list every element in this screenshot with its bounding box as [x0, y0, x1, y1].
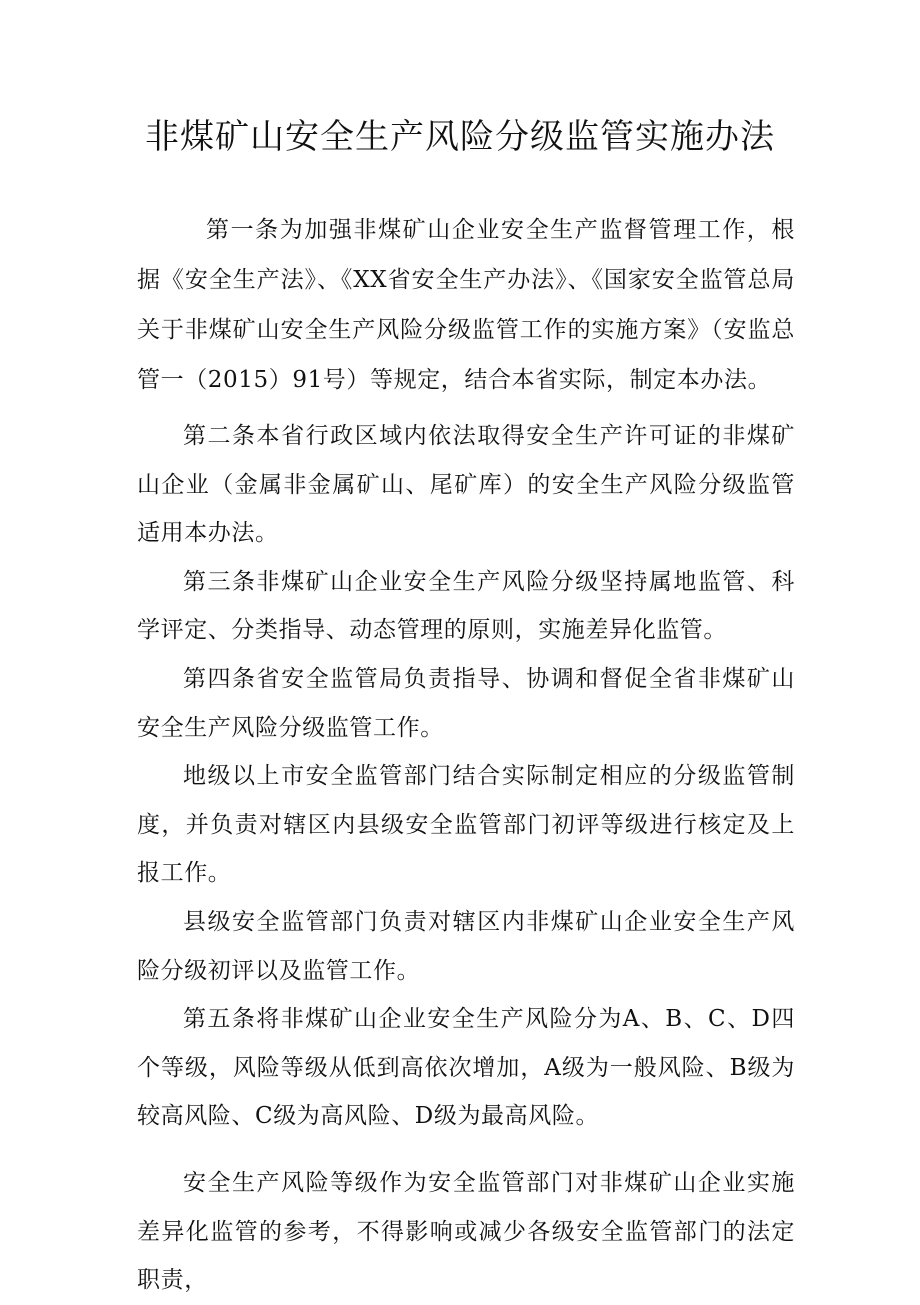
risk-level-usage-paragraph: 安全生产风险等级作为安全监管部门对非煤矿山企业实施差异化监管的参考，不得影响或减少各级安全监管部门的法定职责， [137, 1169, 795, 1294]
article-5-paragraph: 第五条将非煤矿山企业安全生产风险分为A、B、C、D四个等级，风险等级从低到高依次增加，A级为一般风险、B级为较高风险、C级为高风险、D级为最高风险。 [137, 1006, 795, 1130]
article-3-paragraph: 第三条非煤矿山企业安全生产风险分级坚持属地监管、科学评定、分类指导、动态管理的原则，实施差异化监管。 [137, 568, 795, 644]
article-4-paragraph: 第四条省安全监管局负责指导、协调和督促全省非煤矿山安全生产风险分级监管工作。 [137, 665, 795, 741]
article-2-paragraph: 第二条本省行政区域内依法取得安全生产许可证的非煤矿山企业（金属非金属矿山、尾矿库）的安全生产风险分级监管适用本办法。 [137, 423, 795, 547]
county-level-duty-paragraph: 县级安全监管部门负责对辖区内非煤矿山企业安全生产风险分级初评以及监管工作。 [137, 908, 795, 984]
article-1-paragraph: 第一条为加强非煤矿山企业安全生产监督管理工作，根据《安全生产法》、《XX省安全生产办法》、《国家安全监管总局关于非煤矿山安全生产风险分级监管工作的实施方案》（安监总管一（2015）91号）等规定，结合本省实际，制定本办法。 [137, 217, 795, 393]
document-title: 非煤矿山安全生产风险分级监管实施办法 [145, 117, 775, 157]
city-level-duty-paragraph: 地级以上市安全监管部门结合实际制定相应的分级监管制度，并负责对辖区内县级安全监管部门初评等级进行核定及上报工作。 [137, 763, 795, 887]
document-body [137, 205, 795, 1305]
